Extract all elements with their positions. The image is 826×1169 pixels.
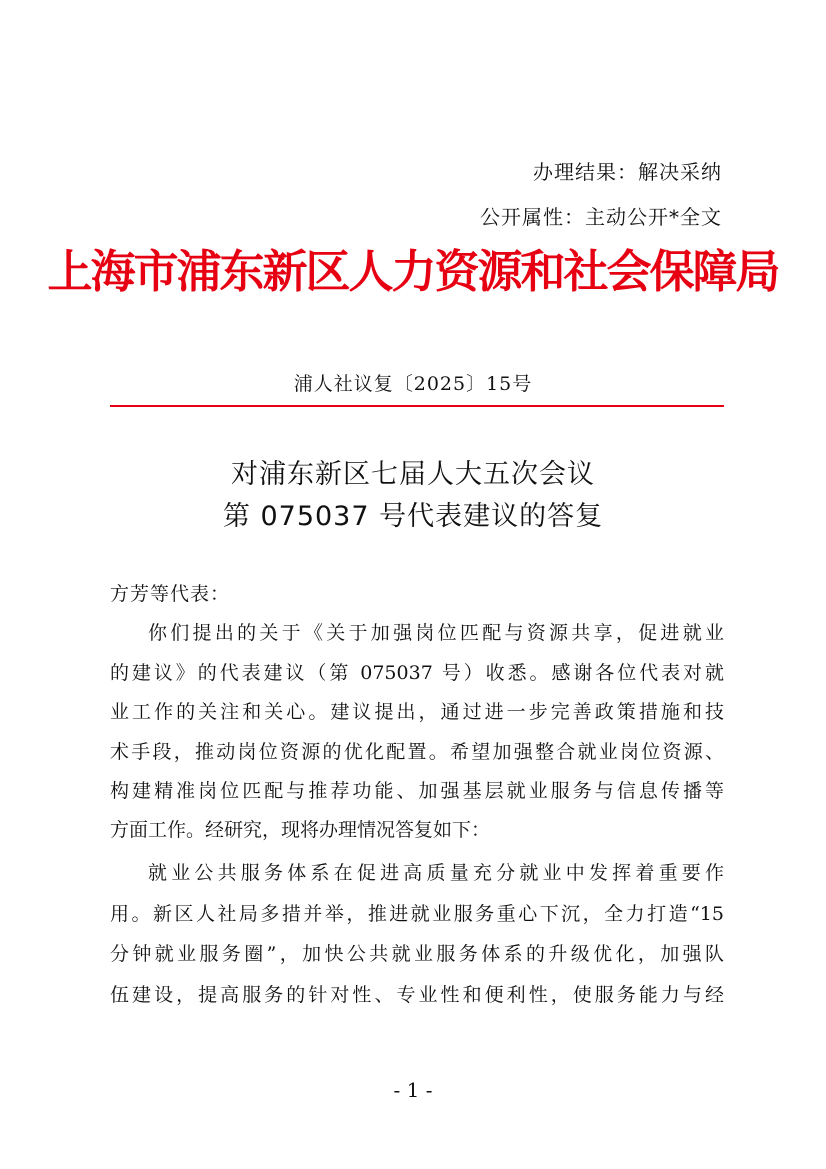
document-title-line-1: 对浦东新区七届人大五次会议 xyxy=(231,459,595,490)
disclosure-attribute: 公开属性：主动公开*全文 xyxy=(480,205,722,229)
agency-name: 上海市浦东新区人力资源和社会保障局 xyxy=(47,245,779,298)
paragraph-1-line: 构建精准岗位匹配与推荐功能、加强基层就业服务与信息传播等 xyxy=(110,780,724,802)
page-number: - 1 - xyxy=(393,1078,433,1102)
red-divider xyxy=(110,405,724,407)
handling-result: 办理结果：解决采纳 xyxy=(533,160,722,184)
paragraph-1-line: 业工作的关注和关心。建议提出，通过进一步完善政策措施和技 xyxy=(110,701,724,723)
paragraph-2-line: 伍建设，提高服务的针对性、专业性和便利性，使服务能力与经 xyxy=(110,984,724,1006)
document-number: 浦人社议复〔2025〕15号 xyxy=(293,373,533,395)
paragraph-2-line: 用。新区人社局多措并举，推进就业服务重心下沉，全力打造“15 xyxy=(110,903,724,925)
paragraph-1-line: 你们提出的关于《关于加强岗位匹配与资源共享，促进就业 xyxy=(148,622,724,644)
paragraph-1-line: 的建议》的代表建议（第 075037 号）收悉。感谢各位代表对就 xyxy=(110,662,724,684)
paragraph-1-line: 方面工作。经研究，现将办理情况答复如下： xyxy=(110,819,491,841)
document-title-line-2: 第 075037 号代表建议的答复 xyxy=(222,501,604,532)
paragraph-1-line: 术手段，推动岗位资源的优化配置。希望加强整合就业岗位资源、 xyxy=(110,741,724,763)
paragraph-2-line: 就业公共服务体系在促进高质量充分就业中发挥着重要作 xyxy=(148,862,724,884)
salutation: 方芳等代表： xyxy=(110,583,231,605)
paragraph-2-line: 分钟就业服务圈”，加快公共就业服务体系的升级优化，加强队 xyxy=(110,943,724,965)
